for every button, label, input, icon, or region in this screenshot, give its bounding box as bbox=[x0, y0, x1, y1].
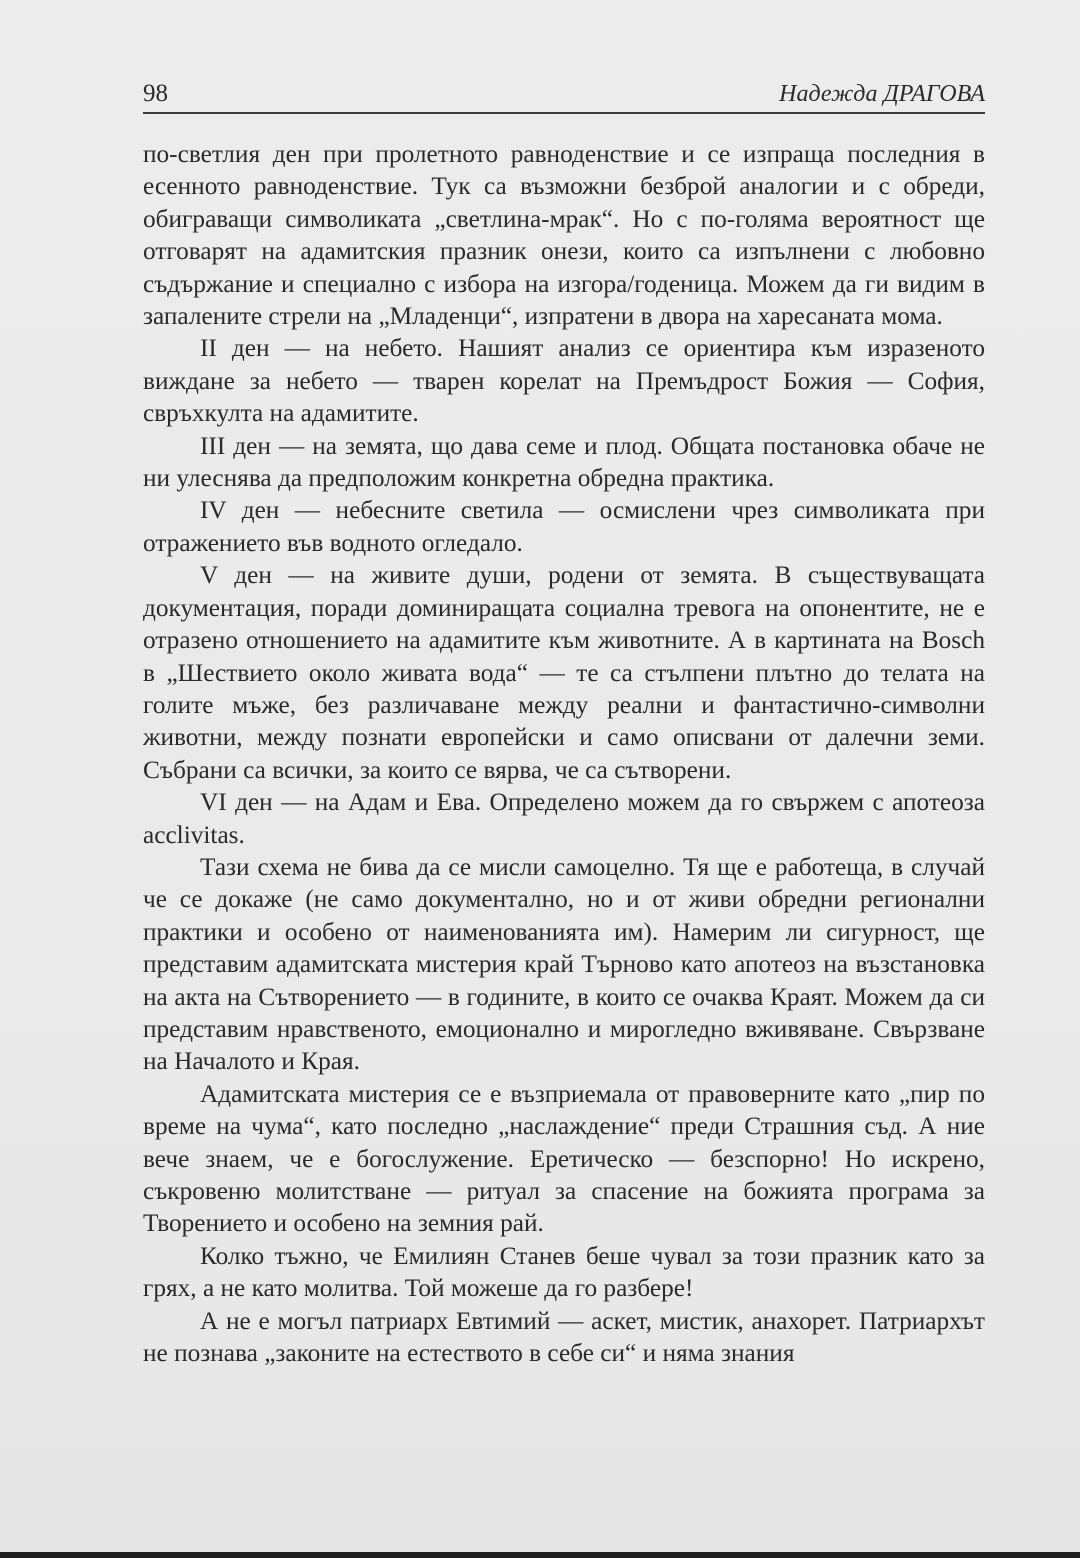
page-header bbox=[143, 76, 985, 114]
paragraph: Тази схема не бива да се мисли самоцелно. Тя ще е работеща, в случай че се докаже (не само документално, но и от живи обредни регионални практики и особено от наименованията им). Намерим ли сигурност, ще представим адамитската мистерия край Търново като апотеоз на възстановка на акта на Сътворението — в годините, в които се очаква Краят. Можем да си представим нравственото, емоционално и мирогледно вживяване. Свързване на Началото и Края. bbox=[143, 852, 985, 1076]
page-number: 98 bbox=[143, 80, 168, 107]
paragraph: Адамитската мистерия се е възприемала от правоверните като „пир по време на чума“, като последно „наслаждение“ преди Страшния съд. А ние вече знаем, че е богослужение. Еретическо — безспорно! Но искрено, съкровеню молитстване — ритуал за спасение на божията програма за Творението и особено на земния рай. bbox=[143, 1079, 985, 1238]
page-bottom-edge bbox=[0, 1552, 1080, 1558]
paragraph: VI ден — на Адам и Ева. Определено можем да го свържем с апотеоза acclivitas. bbox=[143, 788, 985, 849]
paragraph: V ден — на живите души, родени от земята. В съществуващата документация, поради доминиращата социална тревога на опонентите, не е отразено отношението на адамитите към животните. А в картината на Bosch в „Шествието около живата вода“ — те са стълпени плътно до телата на голите мъже, без различаване между реални и фантастично-символни животни, между познати европейски и само описвани от далечни земи. Събрани са всички, за които се вярва, че са сътворени. bbox=[143, 561, 985, 784]
paragraph: III ден — на земята, що дава семе и плод. Общата постановка обаче не ни улеснява да предположим конкретна обредна практика. bbox=[143, 431, 985, 493]
running-head: Надежда ДРАГОВА bbox=[779, 81, 985, 107]
paragraph: А не е могъл патриарх Евтимий — аскет, мистик, анахорет. Патриархът не познава „законите на естеството в себе си“ и няма знания bbox=[143, 1306, 985, 1368]
paragraph: II ден — на небето. Нашият анализ се ориентира към изразеното виждане за небето — тварен корелат на Премъдрост Божия — София, свръхкулта на адамитите. bbox=[143, 334, 985, 428]
paragraph: IV ден — небесните светила — осмислени чрез символиката при отражението във водното огледало. bbox=[143, 496, 985, 557]
paragraph: по-светлия ден при пролетното равноденствие и се изпраща последния в есенното равноденствие. Тук са възможни безброй аналогии и с обреди, обиграващи символиката „светлина-мрак“. Но с по-голяма вероятност ще отговарят на адамитския празник онези, които са изпълнени с любовно съдържание и специално с избора на изгора/годеница. Можем да ги видим в запалените стрели на „Младенци“, изпратени в двора на харесаната мома. bbox=[143, 140, 985, 331]
paragraph: Колко тъжно, че Емилиян Станев беше чувал за този празник като за грях, а не като молитва. Той можеше да го разбере! bbox=[143, 1241, 985, 1303]
body-text bbox=[143, 138, 985, 1369]
